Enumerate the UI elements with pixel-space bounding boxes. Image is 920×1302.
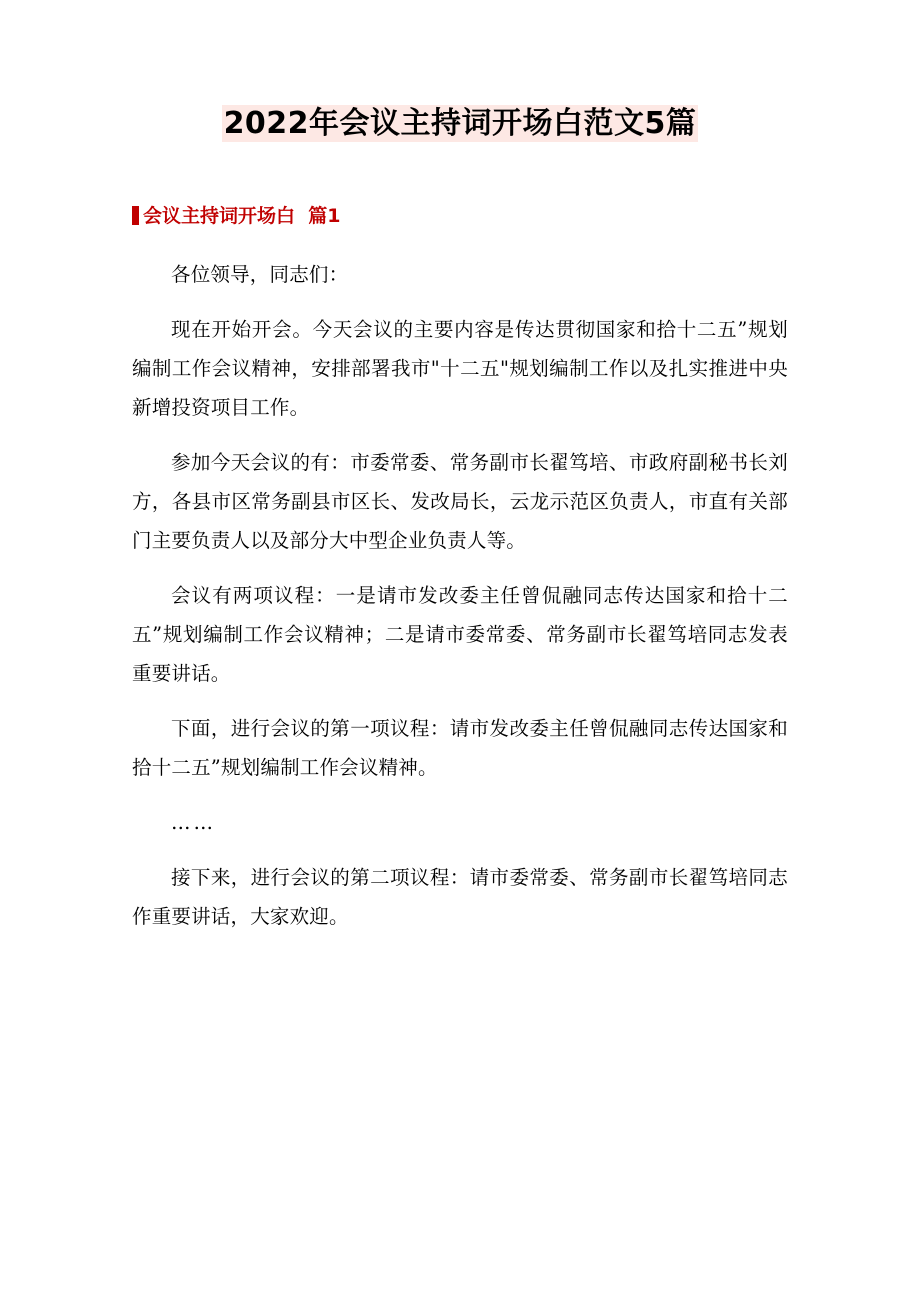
paragraph: 接下来，进行会议的第二项议程：请市委常委、常务副市长翟笃培同志作重要讲话，大家欢迎。 [132,866,788,929]
paragraph: 各位领导，同志们： [171,263,349,287]
paragraph-ellipsis: …… [171,811,216,835]
section-heading [132,203,788,230]
section-heading-label: 会议主持词开场白 篇1 [143,204,341,227]
paragraph: 现在开始开会。今天会议的主要内容是传达贯彻国家和拾十二五”规划编制工作会议精神，安排部署我市"十二五"规划编制工作以及扎实推进中央新增投资项目工作。 [132,318,788,420]
paragraph: 下面，进行会议的第一项议程：请市发改委主任曾侃融同志传达国家和拾十二五”规划编制工作会议精神。 [132,717,788,780]
page-title-text: 2022年会议主持词开场白范文5篇 [223,106,697,141]
square-bullet-icon [132,206,139,225]
page-title [132,104,788,145]
paragraph: 参加今天会议的有：市委常委、常务副市长翟笃培、市政府副秘书长刘方，各县市区常务副县市区长、发改局长，云龙示范区负责人，市直有关部门主要负责人以及部分大中型企业负责人等。 [132,451,788,553]
paragraph: 会议有两项议程：一是请市发改委主任曾侃融同志传达国家和拾十二五”规划编制工作会议精神；二是请市委常委、常务副市长翟笃培同志发表重要讲话。 [132,584,788,686]
